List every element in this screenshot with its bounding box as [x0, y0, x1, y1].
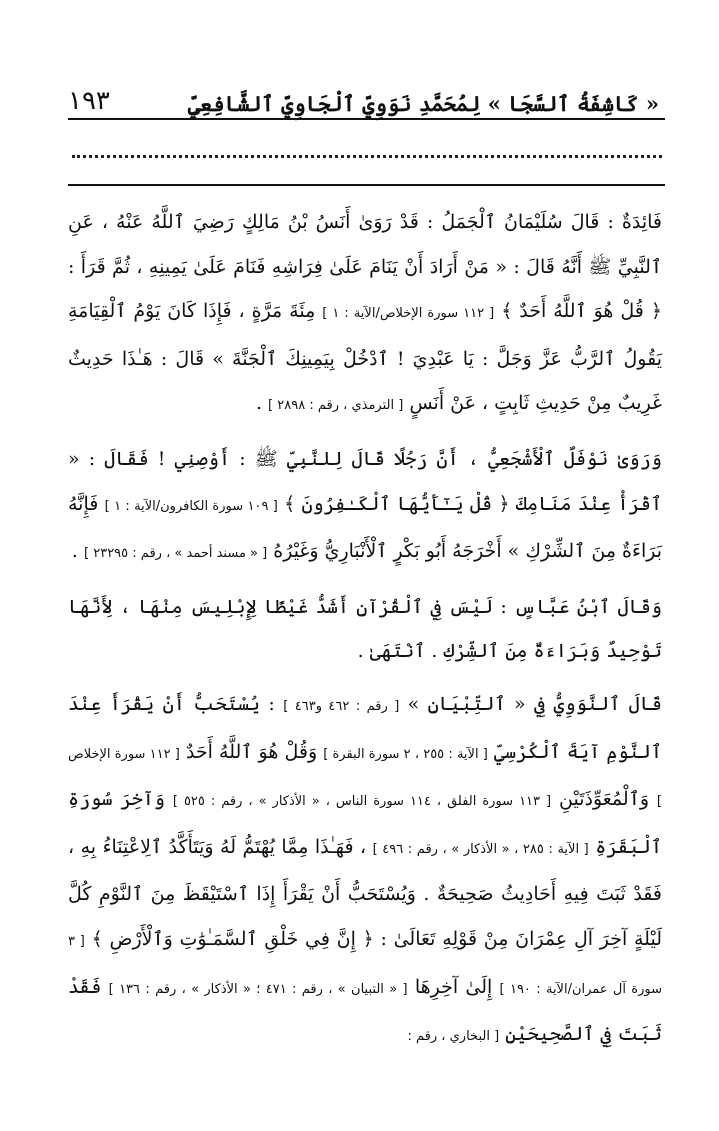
text-run: وَرَوَىٰ نَوْفَلٌ ٱلْأَشْجَعِيُّ ، أَنَّ رَجُلًا قَالَ لِلنَّبِيِّ ﷺ : أَوْصِنِي ! فَقَالَ : « ٱقْرَأْ عِنْدَ مَنَامِكَ ﴿ قُلْ يَـٰٓأَيُّهَا ٱلْكَـٰفِرُونَ ﴾: [68, 447, 662, 515]
citation-note: [ « التبيان » ، رقم : ٤٧١ ؛ « الأذكار » ، رقم : ١٣٦ ]: [108, 981, 408, 997]
text-run: : يُسْتَحَبُّ أَنْ يَقْرَأَ عِنْدَ ٱلنَّوْمِ آيَةَ ٱلْكُرْسِيِّ: [68, 692, 662, 763]
citation-note: [ الآية : ٢٨٥ ، « الأذكار » ، رقم : ٤٩٦ ]: [372, 841, 589, 857]
text-run: فَائِدَةٌ : قَالَ سُلَيْمَانُ ٱلْجَمَلُ : قَدْ رَوَىٰ أَنَسُ بْنُ مَالِكٍ رَضِيَ ٱللَّهُ عَنْهُ ، عَنِ ٱلنَّبِيِّ ﷺ أَنَّهُ قَالَ : « مَنْ أَرَادَ أَنْ يَنَامَ عَلَىٰ فِرَاشِهِ فَنَامَ عَلَىٰ يَمِينِهِ ، ثُمَّ قَرَأَ : ﴿ قُلْ هُوَ ٱللَّهُ أَحَدٌ ﴾: [68, 211, 662, 323]
citation-note: [ الآية : ٢٥٥ ، ٢ سورة البقرة ]: [323, 746, 488, 762]
paragraph: [68, 585, 662, 674]
text-run: ، فَهَـٰذَا مِمَّا يُهْتَمُّ لَهُ وَيَتَأَكَّدُ ٱلِاعْتِنَاءُ بِهِ ، فَقَدْ ثَبَتَ فِيهِ أَحَادِيثُ صَحِيحَةٌ . وَيُسْتَحَبُّ أَنْ يَقْرَأَ إِذَا ٱسْتَيْقَظَ مِنَ ٱلنَّوْمِ كُلَّ لَيْلَةٍ آخِرَ آلِ عِمْرَانَ مِنْ قَوْلِهِ تَعَالَىٰ : ﴿ إِنَّ فِي خَلْقِ ٱلسَّمَـٰوَٰتِ وَٱلْأَرْضِ ﴾: [68, 835, 662, 950]
page-header: [68, 74, 659, 114]
citation-note: [ ١٠٩ سورة الكافرون/الآية : ١ ]: [104, 498, 278, 514]
body-text: [68, 200, 662, 1060]
text-top-rule: [68, 184, 665, 186]
paragraph: [68, 437, 662, 577]
text-run: مِئَةَ مَرَّةٍ ، فَإِذَا كَانَ يَوْمُ ٱلْقِيَامَةِ يَقُولُ ٱلرَّبُّ عَزَّ وَجَلَّ : يَا عَبْدِيَ ! ٱدْخُلْ بِيَمِينِكَ ٱلْجَنَّةَ » قَالَ : هَـٰذَا حَدِيثٌ غَرِيبٌ مِنْ حَدِيثِ ثَابِتٍ ، عَنْ أَنَسٍ: [68, 300, 662, 415]
citation-note: [ ١١٢ سورة الإخلاص/الآية : ١ ]: [322, 306, 495, 322]
citation-note: [ الترمذي ، رقم : ٢٨٩٨ ]: [268, 398, 404, 414]
text-run: قَالَ ٱلنَّوَوِيُّ فِي « ٱلتِّبْيَانِ »: [399, 692, 662, 715]
text-run: وَآخِرَ سُورَةِ ٱلْبَقَرَةِ: [68, 788, 663, 858]
text-run: وَٱلْمُعَوِّذَتَيْنِ: [551, 788, 657, 811]
paragraph: [68, 682, 662, 1060]
citation-note: [ رقم : ٤٦٢ و٤٦٣ ]: [283, 698, 400, 714]
text-run: وَقُلْ هُوَ ٱللَّهُ أَحَدٌ: [179, 740, 324, 763]
text-run: فَقَدْ ثَبَتَ فِي ٱلصَّحِيحَيْنِ: [68, 975, 662, 1046]
paragraph: [68, 200, 662, 429]
running-title: « كَاشِفَةُ ٱلسَّجَا » لِمُحَمَّدِ نَوَوِيِّ ٱلْجَاوِيِّ ٱلشَّافِعِيِّ: [187, 91, 659, 116]
page-number: ١٩٣: [68, 86, 110, 116]
header-rule: [68, 118, 665, 120]
text-run: وَقَالَ ٱبْنُ عَبَّاسٍ : لَيْسَ فِي ٱلْقُرْآنِ أَشَدُّ غَيْظًا لِإِبْلِيسَ مِنْهَا ، لِأَنَّهَا تَوْحِيدٌ وَبَرَاءَةٌ مِنَ ٱلشِّرْكِ . ٱنْتَهَىٰ .: [68, 595, 662, 663]
text-run: .: [71, 540, 85, 563]
text-run: .: [255, 392, 269, 415]
dotted-separator: [72, 141, 662, 158]
citation-note: [ « مسند أحمد » ، رقم : ٢٣٢٩٥ ]: [84, 546, 268, 562]
citation-note: [ ٣ سورة آل عمران/الآية : ١٩٠ ]: [68, 933, 662, 997]
text-run: إِلَىٰ آخِرِهَا: [407, 975, 500, 998]
citation-note: [ ١١٢ سورة الإخلاص ]: [68, 746, 662, 810]
text-run: فَإِنَّهُ بَرَاءَةٌ مِنَ ٱلشِّرْكِ » أَخْرَجَهُ أَبُو بَكْرٍ ٱلْأَنْبَارِيُّ وَغَيْرُهُ: [68, 492, 662, 563]
citation-note: [ ١١٣ سورة الفلق ، ١١٤ سورة الناس ، « الأذكار » ، رقم : ٥٢٥ ]: [172, 794, 552, 810]
citation-note: [ البخاري ، رقم :: [407, 1029, 500, 1045]
